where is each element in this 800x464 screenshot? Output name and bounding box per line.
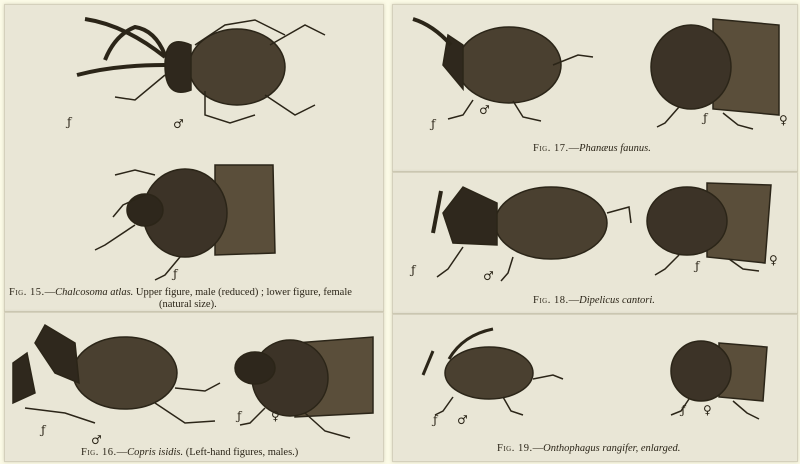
- engraver-mark: ƒ: [703, 111, 708, 125]
- female-symbol: ♀: [769, 253, 778, 267]
- figure-label: Fig. 17.: [533, 143, 569, 154]
- figure-label: Fig. 19.: [497, 443, 533, 454]
- figure-16-caption: Fig. 16.—Copris isidis. (Left-hand figures, males.): [81, 447, 299, 458]
- figure-17-panel: [392, 4, 798, 172]
- figure-description-line2: (natural size).: [159, 299, 217, 310]
- engraver-mark: ƒ: [237, 409, 242, 423]
- onthophagus-rangifer-illustration: [393, 315, 797, 461]
- engraver-mark: ƒ: [173, 267, 178, 281]
- figure-18-panel: [392, 172, 798, 314]
- female-symbol: ♀: [779, 113, 788, 127]
- phanaeus-male-beetle: [413, 19, 593, 121]
- engraver-mark: ƒ: [41, 423, 46, 437]
- figure-description: Upper figure, male (reduced) ; lower figure, female: [135, 287, 352, 298]
- figure-15-panel: [4, 4, 384, 312]
- figure-17-caption: Fig. 17.—Phanæus faunus.: [533, 143, 651, 154]
- species-name: Chalcosoma atlas.: [55, 287, 134, 298]
- copris-isidis-illustration: [5, 313, 383, 461]
- engraver-mark: ƒ: [681, 403, 686, 417]
- engraver-mark: ƒ: [431, 117, 436, 131]
- species-name: Dipelicus cantori.: [579, 295, 655, 306]
- engraver-mark: ƒ: [411, 263, 416, 277]
- copris-female-beetle: [235, 337, 373, 438]
- dipelicus-female-beetle: [647, 183, 771, 275]
- figure-description: (Left-hand figures, males.): [185, 447, 299, 458]
- phanaeus-female-beetle: [651, 19, 779, 129]
- figure-18-caption: Fig. 18.—Dipelicus cantori.: [533, 295, 655, 306]
- species-name: Onthophagus rangifer, enlarged.: [543, 443, 681, 454]
- species-name: Copris isidis.: [127, 447, 184, 458]
- onthophagus-male-beetle: [423, 329, 563, 415]
- figure-19-caption: Fig. 19.—Onthophagus rangifer, enlarged.: [497, 443, 681, 454]
- figure-16-panel: [4, 312, 384, 462]
- chalcosoma-male-beetle: [77, 19, 325, 123]
- species-name: Phanæus faunus.: [579, 143, 651, 154]
- male-symbol: ♂: [479, 103, 490, 117]
- figure-label: Fig. 18.: [533, 295, 569, 306]
- male-symbol: ♂: [457, 413, 468, 427]
- engraver-mark: ƒ: [67, 115, 72, 129]
- engraver-mark: ƒ: [433, 413, 438, 427]
- chalcosoma-female-beetle: [95, 165, 275, 280]
- copris-male-beetle: [13, 325, 220, 423]
- male-symbol: ♂: [173, 117, 184, 131]
- figure-label: Fig. 16.: [81, 447, 117, 458]
- engraver-mark: ƒ: [695, 259, 700, 273]
- figure-15-caption: Fig. 15.—Chalcosoma atlas. Upper figure, male (reduced) ; lower figure, female (natural size).: [9, 287, 352, 310]
- chalcosoma-atlas-illustration: [5, 5, 383, 311]
- dipelicus-male-beetle: [433, 187, 631, 281]
- female-symbol: ♀: [703, 403, 712, 417]
- figure-19-panel: [392, 314, 798, 462]
- male-symbol: ♂: [91, 433, 102, 447]
- female-symbol: ♀: [271, 409, 280, 423]
- figure-label: Fig. 15.: [9, 287, 45, 298]
- male-symbol: ♂: [483, 269, 494, 283]
- dipelicus-cantori-illustration: [393, 173, 797, 313]
